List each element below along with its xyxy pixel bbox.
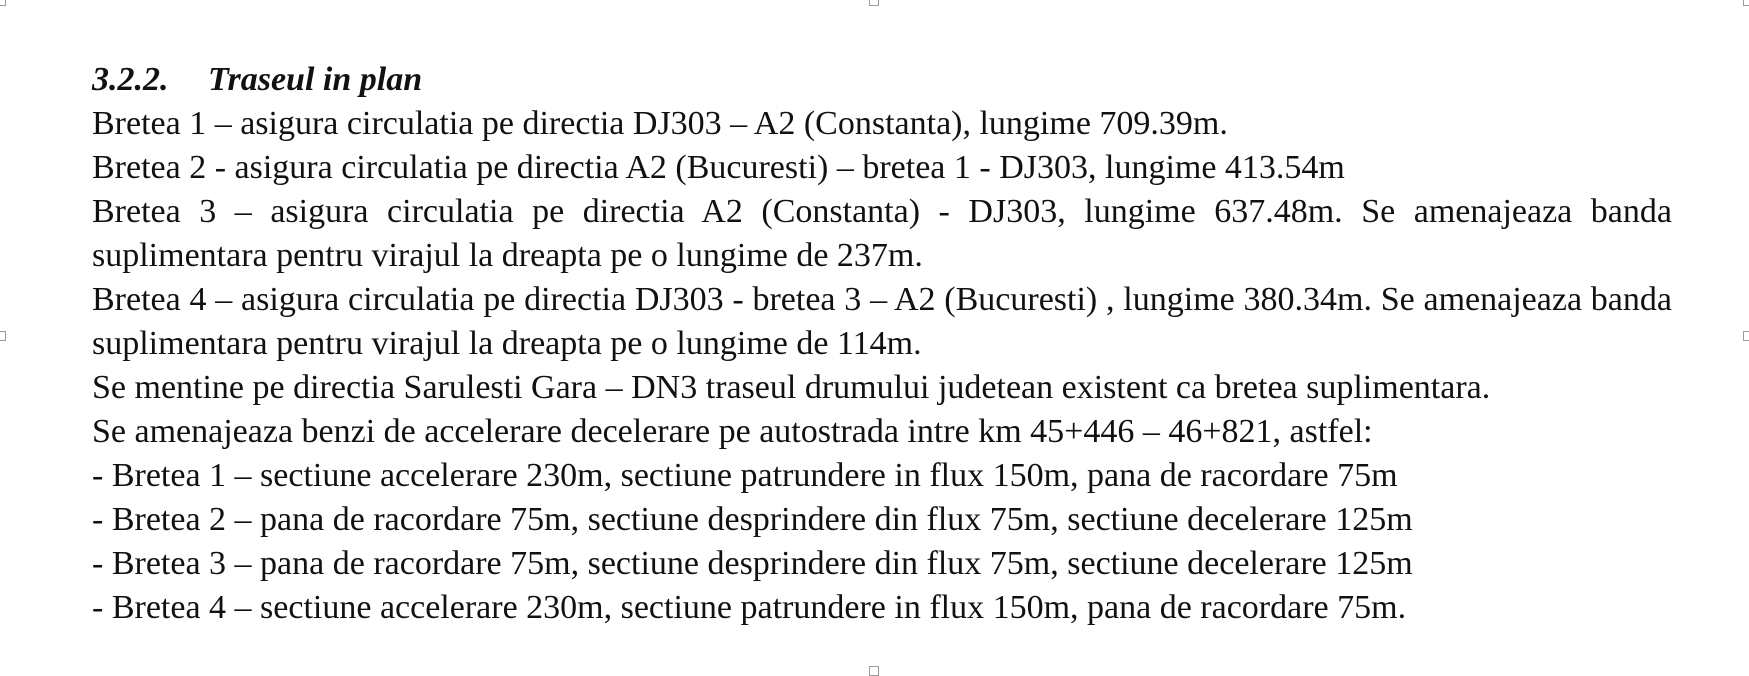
paragraph-sarulesti: Se mentine pe directia Sarulesti Gara – DN3 traseul drumului judetean existent ca bretea suplimentara.	[92, 369, 1491, 406]
paragraph-bretea-3: Bretea 3 – asigura circulatia pe directia A2 (Constanta) - DJ303, lungime 637.48m. Se amenajeaza banda suplimentara pentru virajul la dreapta pe o lungime de 237m.	[92, 193, 1672, 274]
resize-handle-top-right[interactable]	[1743, 0, 1749, 6]
list-item: - Bretea 1 – sectiune accelerare 230m, sectiune patrundere in flux 150m, pana de racordare 75m	[92, 457, 1398, 494]
list-item: - Bretea 2 – pana de racordare 75m, sectiune desprindere din flux 75m, sectiune decelerare 125m	[92, 501, 1413, 538]
resize-handle-top-left[interactable]	[0, 0, 6, 6]
resize-handle-top-middle[interactable]	[869, 0, 879, 6]
section-heading	[92, 58, 1672, 102]
section-title: Traseul in plan	[208, 61, 423, 98]
paragraph-bretea-2: Bretea 2 - asigura circulatia pe directia A2 (Bucuresti) – bretea 1 - DJ303, lungime 413.54m	[92, 149, 1345, 186]
bretele-list	[92, 454, 1672, 630]
section-number: 3.2.2.	[92, 61, 169, 98]
list-item: - Bretea 3 – pana de racordare 75m, sectiune desprindere din flux 75m, sectiune decelerare 125m	[92, 545, 1413, 582]
resize-handle-middle-left[interactable]	[0, 331, 6, 341]
list-item: - Bretea 4 – sectiune accelerare 230m, sectiune patrundere in flux 150m, pana de racordare 75m.	[92, 589, 1407, 626]
resize-handle-middle-right[interactable]	[1743, 331, 1749, 341]
paragraph-bretea-4: Bretea 4 – asigura circulatia pe directia DJ303 - bretea 3 – A2 (Bucuresti) , lungime 380.34m. Se amenajeaza banda suplimentara pentru virajul la dreapta pe o lungime de 114m.	[92, 281, 1672, 362]
document-body	[92, 58, 1672, 630]
paragraph-bretea-1: Bretea 1 – asigura circulatia pe directia DJ303 – A2 (Constanta), lungime 709.39m.	[92, 105, 1228, 142]
resize-handle-bottom-middle[interactable]	[869, 666, 879, 676]
paragraph-benzi: Se amenajeaza benzi de accelerare decelerare pe autostrada intre km 45+446 – 46+821, astfel:	[92, 413, 1373, 450]
